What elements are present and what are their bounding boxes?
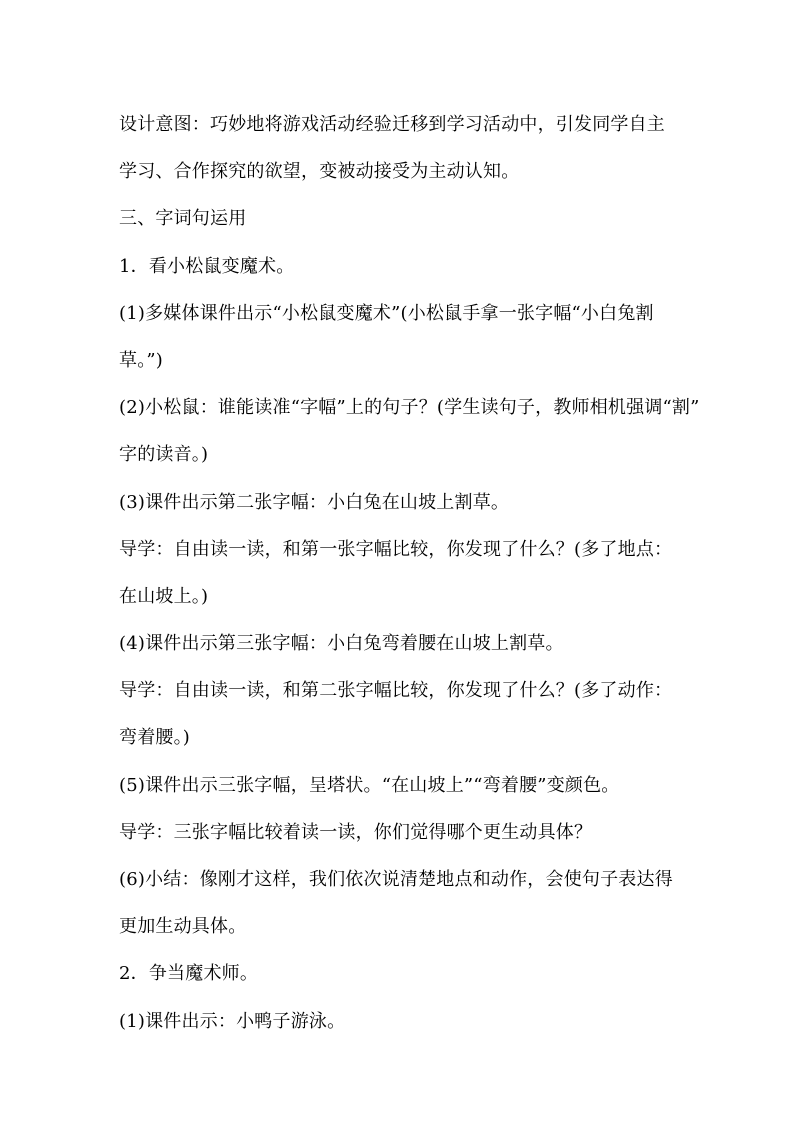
section-heading: 三、字词句运用 [119, 208, 247, 230]
step-7-line: (1)课件出示：小鸭子游泳。 [119, 1010, 346, 1032]
document-body [119, 101, 700, 1045]
step-3-line: (3)课件出示第二张字幅：小白兔在山坡上割草。 [119, 491, 510, 513]
step-2-line-1: (2)小松鼠：谁能读准“字幅”上的句子？(学生读句子，教师相机强调“割” [119, 397, 700, 419]
design-intent-line-2: 学习、合作探究的欲望，变被动接受为主动认知。 [119, 161, 520, 183]
guide-3-line: 导学：三张字幅比较着读一读，你们觉得哪个更生动具体？ [119, 821, 593, 843]
guide-1-line-2: 在山坡上。) [119, 585, 209, 607]
step-6-line-2: 更加生动具体。 [119, 916, 247, 938]
design-intent-line-1: 设计意图：巧妙地将游戏活动经验迁移到学习活动中，引发同学自主 [119, 114, 665, 135]
step-1-line-2: 草。”) [119, 349, 164, 371]
step-5-line: (5)课件出示三张字幅，呈塔状。“在山坡上”“弯着腰”变颜色。 [119, 774, 620, 796]
step-6-line-1: (6)小结：像刚才这样，我们依次说清楚地点和动作，会使句子表达得 [119, 869, 673, 890]
guide-2-line-1: 导学：自由读一读，和第二张字幅比较，你发现了什么？(多了动作： [119, 680, 673, 702]
subsection-heading-1: 1．看小松鼠变魔术。 [119, 255, 295, 277]
guide-2-line-2: 弯着腰。) [119, 727, 191, 749]
subsection-heading-2: 2．争当魔术师。 [119, 963, 259, 985]
step-4-line: (4)课件出示第三张字幅：小白兔弯着腰在山坡上割草。 [119, 633, 564, 655]
step-1-line-1: (1)多媒体课件出示“小松鼠变魔术”(小松鼠手拿一张字幅“小白兔割 [119, 302, 654, 324]
step-2-line-2: 字的读音。) [119, 444, 209, 466]
guide-1-line-1: 导学：自由读一读，和第一张字幅比较，你发现了什么？(多了地点： [119, 538, 673, 560]
